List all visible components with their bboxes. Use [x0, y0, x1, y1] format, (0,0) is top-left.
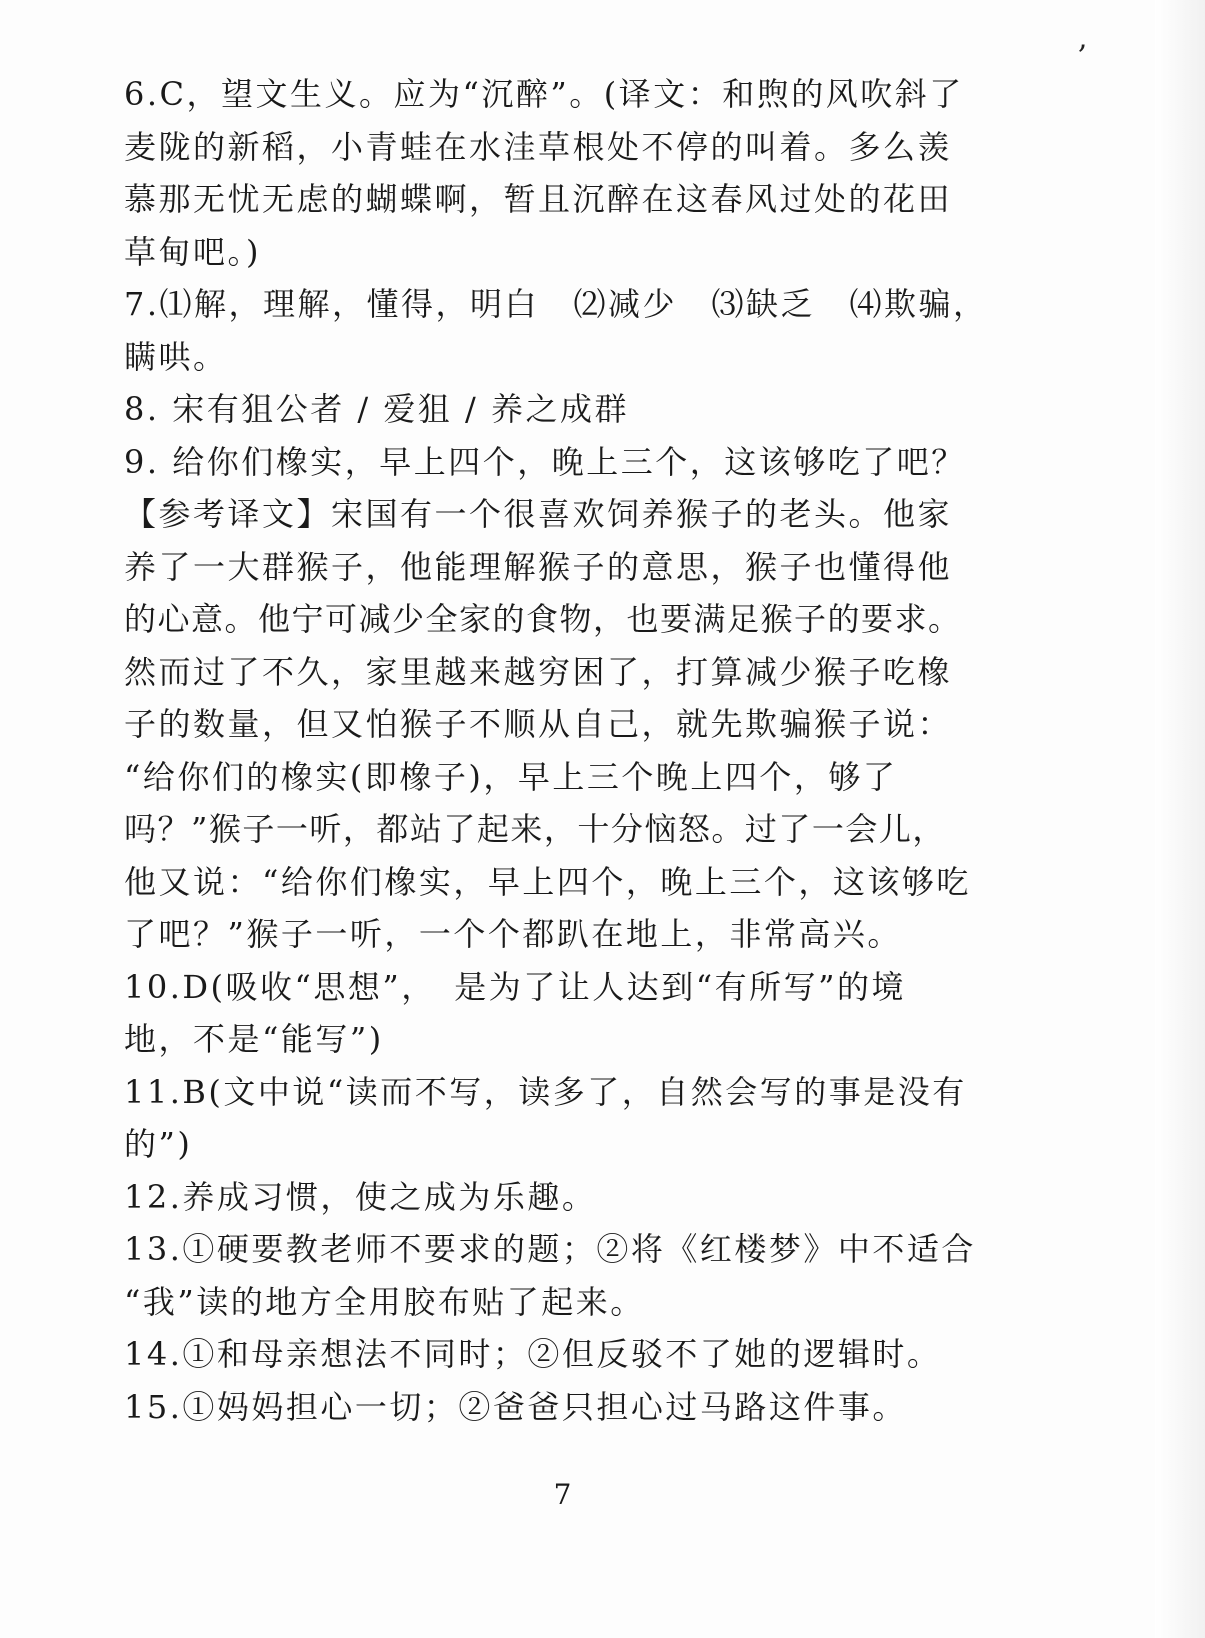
scan-edge-shadow: [1155, 0, 1205, 1638]
text-line: 7.⑴解，理解，懂得，明白 ⑵减少 ⑶缺乏 ⑷欺骗，: [124, 285, 988, 323]
text-line: “给你们的橡实(即橡子)，早上三个晚上四个，够了: [124, 757, 898, 796]
text-line: 子的数量，但又怕猴子不顺从自己，就先欺骗猴子说：: [124, 705, 953, 743]
text-line: 吗？”猴子一听，都站了起来，十分恼怒。过了一会儿，: [124, 810, 946, 848]
text-line: 瞒哄。: [124, 337, 228, 376]
corner-mark: ,: [1078, 21, 1088, 56]
text-line: 然而过了不久，家里越来越穷困了，打算减少猴子吃橡: [124, 652, 953, 691]
text-line: 10.D(吸收“思想”， 是为了让人达到“有所写”的境: [124, 967, 906, 1006]
text-line: 慕那无忧无虑的蝴蝶啊，暂且沉醉在这春风过处的花田: [124, 180, 953, 218]
text-line: 11.B(文中说“读而不写，读多了，自然会写的事是没有: [124, 1072, 967, 1111]
text-line: 了吧？”猴子一听，一个个都趴在地上，非常高兴。: [124, 915, 902, 953]
text-line: 15.①妈妈担心一切；②爸爸只担心过马路这件事。: [124, 1387, 907, 1426]
text-line: 的”): [124, 1125, 193, 1163]
text-line: 9. 给你们橡实，早上四个，晚上三个，这该够吃了吧？: [124, 442, 966, 481]
text-line: 的心意。他宁可减少全家的食物，也要满足猴子的要求。: [124, 600, 962, 638]
page-number: 7: [553, 1478, 572, 1511]
text-line: 他又说：“给你们橡实，早上四个，晚上三个，这该够吃: [124, 862, 971, 901]
text-line: 【参考译文】宋国有一个很喜欢饲养猴子的老头。他家: [124, 495, 953, 533]
text-line: 12.养成习惯，使之成为乐趣。: [124, 1177, 597, 1216]
text-line: 地，不是“能写”): [124, 1020, 384, 1058]
text-line: 养了一大群猴子，他能理解猴子的意思，猴子也懂得他: [124, 547, 953, 586]
text-line: 8. 宋有狙公者 / 爱狙 / 养之成群: [124, 390, 629, 428]
answer-text-block: [124, 68, 1004, 1433]
text-line: “我”读的地方全用胶布贴了起来。: [124, 1282, 645, 1321]
text-line: 麦陇的新稻，小青蛙在水洼草根处不停的叫着。多么羡: [124, 127, 953, 166]
text-line: 14.①和母亲想法不同时；②但反驳不了她的逻辑时。: [124, 1335, 942, 1373]
text-line: 6.C，望文生义。应为“沉醉”。(译文：和煦的风吹斜了: [124, 75, 964, 113]
text-line: 13.①硬要教老师不要求的题；②将《红楼梦》中不适合: [124, 1230, 976, 1268]
text-line: 草甸吧。): [124, 232, 261, 271]
